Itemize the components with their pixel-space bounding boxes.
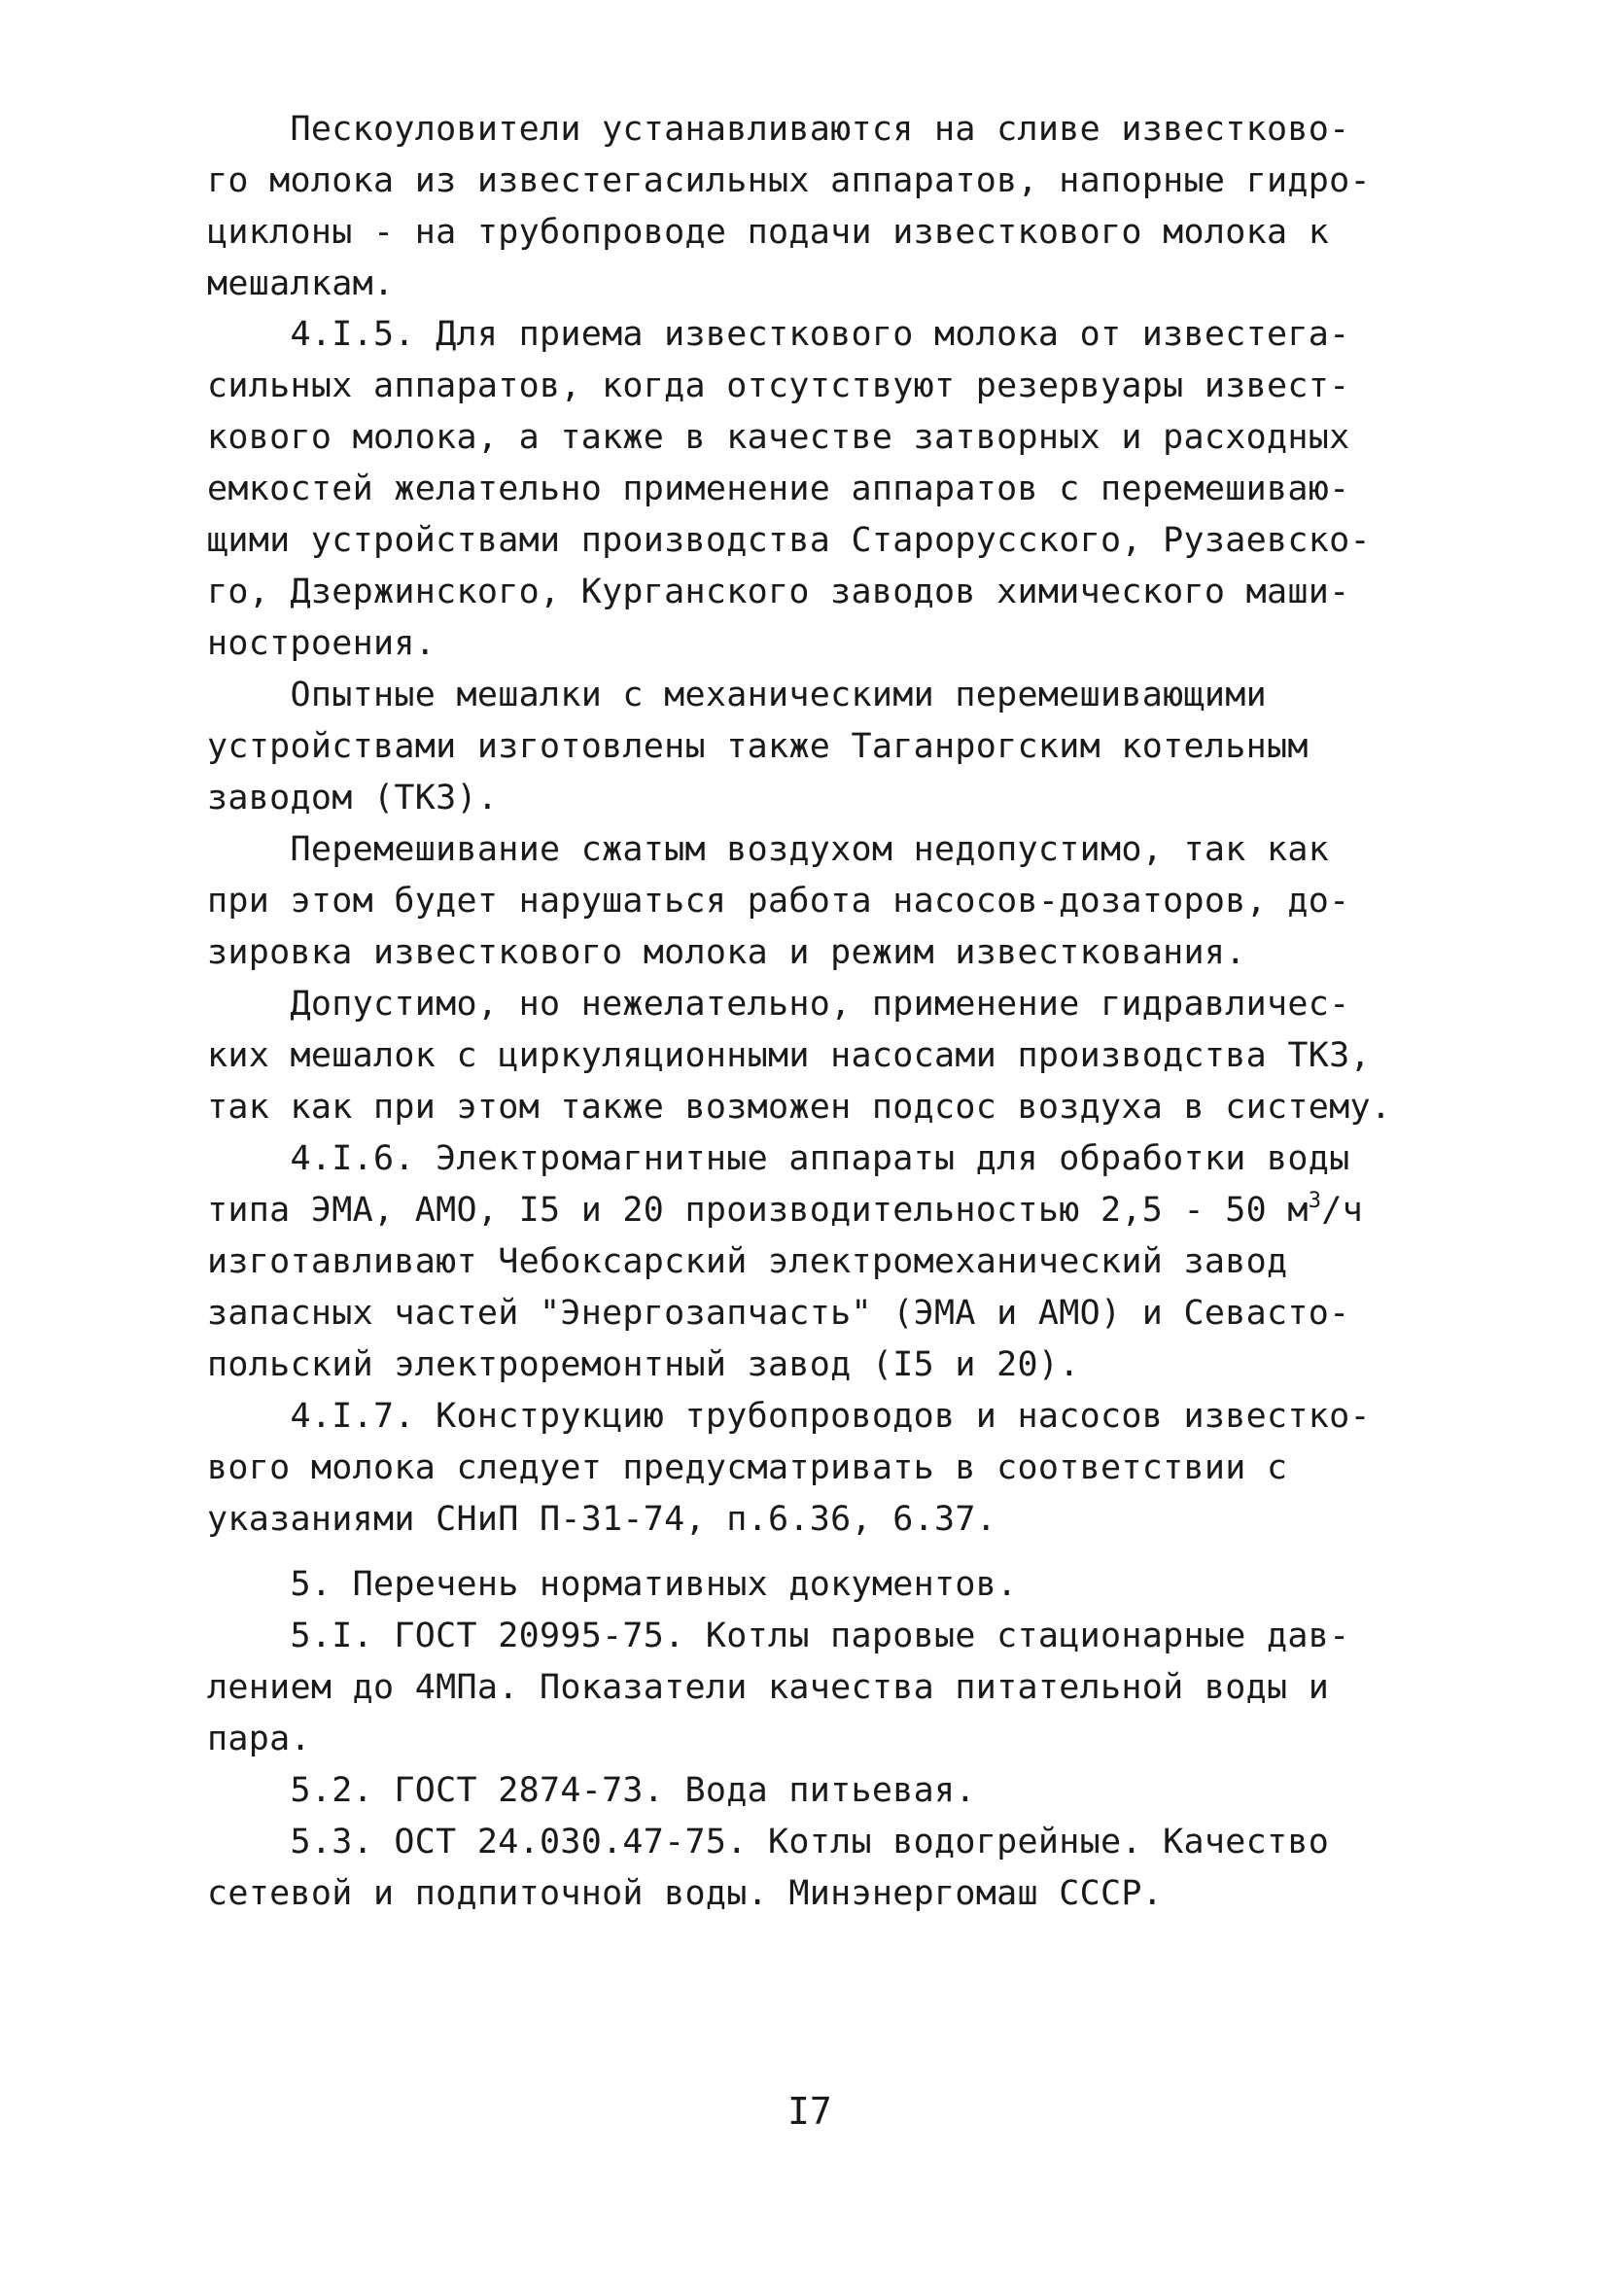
section-5-heading: 5. Перечень нормативных документов. bbox=[207, 1565, 1018, 1604]
paragraph-5-line-3: так как при этом также возможен подсос воздуха в систему. bbox=[207, 1088, 1392, 1127]
paragraph-4-line-3: зировка известкового молока и режим известкования. bbox=[207, 933, 1246, 972]
paragraph-2-line-4: емкостей желательно применение аппаратов с перемешиваю- bbox=[207, 470, 1350, 508]
item-5-1-line-1: 5.I. ГОСТ 20995-75. Котлы паровые стационарные дав- bbox=[207, 1617, 1350, 1655]
paragraph-2-line-3: кового молока, а также в качестве затворных и расходных bbox=[207, 418, 1350, 457]
item-5-1-line-2: лением до 4МПа. Показатели качества питательной воды и bbox=[207, 1668, 1330, 1707]
unit-superscript: 3 bbox=[1308, 1189, 1322, 1213]
paragraph-6-unit-line bbox=[207, 1189, 1364, 1230]
paragraph-7-line-3: указаниями СНиП П-31-74, п.6.36, 6.37. bbox=[207, 1500, 997, 1539]
paragraph-3-line-3: заводом (ТКЗ). bbox=[207, 779, 499, 818]
paragraph-2-line-2: сильных аппаратов, когда отсутствуют резервуары извест- bbox=[207, 366, 1350, 405]
page-number: I7 bbox=[787, 2090, 832, 2133]
paragraph-4-line-1: Перемешивание сжатым воздухом недопустимо, так как bbox=[207, 830, 1330, 869]
paragraph-7-line-1: 4.I.7. Конструкцию трубопроводов и насосов известко- bbox=[207, 1397, 1371, 1436]
item-5-1-line-3: пара. bbox=[207, 1720, 311, 1758]
paragraph-2-line-5: щими устройствами производства Старорусского, Рузаевско- bbox=[207, 521, 1371, 560]
paragraph-6-line-4: польский электроремонтный завод (I5 и 20). bbox=[207, 1345, 1080, 1384]
paragraph-3-line-1: Опытные мешалки с механическими перемешивающими bbox=[207, 676, 1267, 714]
item-5-3-line-2: сетевой и подпиточной воды. Минэнергомаш СССР. bbox=[207, 1874, 1164, 1913]
paragraph-6-line-3: запасных частей "Энергозапчасть" (ЭМА и АМО) и Севасто- bbox=[207, 1294, 1350, 1333]
paragraph-6-line-1: 4.I.6. Электромагнитные аппараты для обработки воды bbox=[207, 1139, 1350, 1178]
paragraph-1-line-1: Пескоуловители устанавливаются на сливе известково- bbox=[207, 110, 1350, 149]
paragraph-2-line-7: ностроения. bbox=[207, 624, 437, 663]
paragraph-2-line-6: го, Дзержинского, Курганского заводов химического маши- bbox=[207, 573, 1350, 611]
paragraph-1-line-2: го молока из известегасильных аппаратов, напорные гидро- bbox=[207, 161, 1371, 200]
unit-line-suffix: /ч bbox=[1321, 1191, 1364, 1230]
paragraph-4-line-2: при этом будет нарушаться работа насосов-дозаторов, до- bbox=[207, 882, 1350, 921]
paragraph-5-line-2: ких мешалок с циркуляционными насосами производства ТКЗ, bbox=[207, 1036, 1371, 1075]
unit-line-text: типа ЭМА, АМО, I5 и 20 производительностью 2,5 - 50 м bbox=[207, 1191, 1309, 1230]
paragraph-2-line-1: 4.I.5. Для приема известкового молока от известега- bbox=[207, 315, 1350, 354]
paragraph-3-line-2: устройствами изготовлены также Таганрогским котельным bbox=[207, 727, 1309, 766]
item-5-3-line-1: 5.3. ОСТ 24.030.47-75. Котлы водогрейные. Качество bbox=[207, 1823, 1330, 1861]
paragraph-6-line-2: изготавливают Чебоксарский электромеханический завод bbox=[207, 1242, 1288, 1281]
paragraph-5-line-1: Допустимо, но нежелательно, применение гидравличес- bbox=[207, 985, 1350, 1024]
paragraph-1-line-4: мешалкам. bbox=[207, 264, 395, 303]
paragraph-1-line-3: циклоны - на трубопроводе подачи известкового молока к bbox=[207, 213, 1330, 252]
item-5-2-line-1: 5.2. ГОСТ 2874-73. Вода питьевая. bbox=[207, 1771, 976, 1810]
paragraph-7-line-2: вого молока следует предусматривать в соответствии с bbox=[207, 1448, 1288, 1487]
